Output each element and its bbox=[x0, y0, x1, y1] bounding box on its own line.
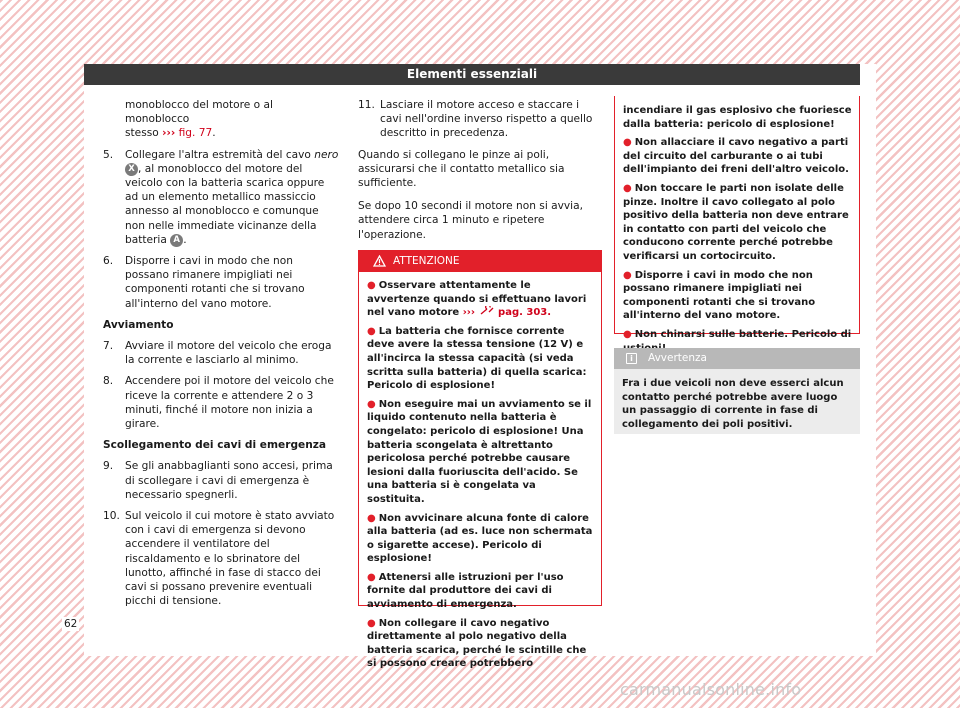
bullet-text: Non eseguire mai un avviamento se il liquido contenuto nella batteria è congelato: pericolo di esplosione! Una batteria scongelata è altrettanto pericolosa perché potrebbe causare lesioni dalla fuoriuscita dell'acido. Se una batteria si è congelata va sostituita. bbox=[367, 398, 592, 505]
page-number: 62 bbox=[64, 618, 78, 630]
step-number: 7. bbox=[103, 340, 114, 353]
step-11 bbox=[358, 98, 602, 141]
step-number: 9. bbox=[103, 460, 114, 473]
reference-arrows-icon: ››› bbox=[162, 127, 176, 140]
callout-a-badge: A bbox=[170, 234, 183, 247]
warning-bullet bbox=[367, 512, 594, 566]
step-number: 6. bbox=[103, 255, 114, 268]
header-title: Elementi essenziali bbox=[406, 67, 538, 81]
warning-bullet bbox=[367, 571, 594, 612]
bullet-dot-icon: ● bbox=[623, 182, 632, 194]
bullet-text: Non avvicinare alcuna fonte di calore alla batteria (ad es. luce non schermata o sigarette accese). Pericolo di esplosione! bbox=[367, 512, 593, 565]
step-text: Lasciare il motore acceso e staccare i cavi nell'ordine inverso rispetto a quello descritto in precedenza. bbox=[380, 99, 593, 140]
warning-triangle-icon bbox=[373, 255, 386, 267]
page-link[interactable]: pag. 303. bbox=[498, 307, 552, 319]
bullet-text: Non toccare le parti non isolate delle pinze. Inoltre il cavo collegato al polo positivo della batteria non deve entrare in contatto con parti del veicolo che conducono corrente perché potrebbe verificarsi un cortocircuito. bbox=[623, 182, 849, 262]
warning-bullet bbox=[623, 269, 852, 323]
page-header bbox=[84, 64, 860, 85]
paragraph-retry: Se dopo 10 secondi il motore non si avvia, attendere circa 1 minuto e ripetere l'operazione. bbox=[358, 200, 583, 241]
warning-body bbox=[359, 272, 601, 671]
step-number: 5. bbox=[103, 148, 114, 161]
section-heading-scollegamento: Scollegamento dei cavi di emergenza bbox=[103, 439, 327, 452]
punct: . bbox=[183, 233, 187, 246]
warning-bullet bbox=[623, 136, 852, 177]
bullet-dot-icon: ● bbox=[623, 328, 632, 340]
warning-bullet bbox=[367, 398, 594, 507]
reference-arrows-icon: ››› bbox=[462, 307, 476, 319]
warning-box-continued bbox=[614, 96, 860, 340]
bullet-dot-icon: ● bbox=[367, 617, 376, 629]
section-heading-avviamento: Avviamento bbox=[103, 318, 174, 331]
bullet-text: Attenersi alle istruzioni per l'uso fornite dal produttore dei cavi di avviamento di emergenza. bbox=[367, 571, 564, 611]
step-text: Collegare l'altra estremità del cavo bbox=[125, 148, 311, 161]
intro-continuation bbox=[103, 98, 340, 141]
step-text-italic: nero bbox=[314, 148, 339, 161]
step-10 bbox=[103, 509, 340, 608]
warning-bullet bbox=[623, 104, 852, 131]
figure-link[interactable]: fig. 77 bbox=[178, 127, 213, 140]
bullet-text: Non chinarsi sulle batterie. Pericolo di bbox=[634, 328, 852, 340]
intro-text-2: stesso bbox=[125, 127, 159, 140]
step-text: Accendere poi il motore del veicolo che riceve la corrente e attendere 2 o 3 minuti, finché il motore non inizia a girare. bbox=[125, 375, 334, 431]
note-header bbox=[614, 348, 860, 369]
step-text: Se gli anabbaglianti sono accesi, prima di scollegare i cavi di emergenza è necessario spegnerli. bbox=[125, 460, 333, 501]
column-middle bbox=[358, 98, 602, 251]
note-body: Fra i due veicoli non deve esserci alcun contatto perché potrebbe avere luogo un passaggio di corrente in fase di collegamento dei poli positivi. bbox=[622, 378, 844, 430]
warning-title: ATTENZIONE bbox=[393, 255, 460, 267]
warning-bullet bbox=[623, 182, 852, 264]
bullet-dot-icon: ● bbox=[367, 325, 376, 337]
step-6 bbox=[103, 254, 340, 311]
bullet-dot-icon: ● bbox=[623, 137, 632, 149]
step-number: 10. bbox=[103, 510, 120, 523]
note-box bbox=[614, 348, 860, 434]
info-icon: i bbox=[626, 353, 637, 364]
warning-bullet bbox=[367, 279, 594, 320]
bullet-text: Osservare attentamente le avvertenze quando si effettuano lavori nel vano motore bbox=[367, 280, 587, 319]
bullet-text: Disporre i cavi in modo che non possano rimanere impigliati nei componenti rotanti che si trovano all'interno del vano motore. bbox=[623, 269, 816, 322]
step-text: Avviare il motore del veicolo che eroga la corrente e lasciarlo al minimo. bbox=[125, 340, 332, 367]
note-title: Avvertenza bbox=[648, 352, 707, 364]
bullet-dot-icon: ● bbox=[367, 571, 376, 583]
wrench-icon bbox=[479, 306, 495, 316]
bullet-text: Non allacciare il cavo negativo a parti del circuito del carburante o ai tubi dell'impianto dei freni dell'altro veicolo. bbox=[623, 137, 849, 176]
bullet-dot-icon: ● bbox=[367, 512, 376, 524]
bullet-dot-icon: ● bbox=[367, 280, 376, 291]
step-7 bbox=[103, 339, 340, 367]
warning-header bbox=[359, 251, 601, 272]
paragraph-contact: Quando si collegano le pinze ai poli, assicurarsi che il contatto metallico sia sufficiente. bbox=[358, 148, 565, 190]
step-text: Disporre i cavi in modo che non possano rimanere impigliati nei componenti rotanti che si trovano all'interno del vano motore. bbox=[125, 255, 305, 310]
step-number: 8. bbox=[103, 375, 114, 388]
intro-text: monoblocco del motore o al monoblocco bbox=[125, 99, 273, 126]
warning-body-continued bbox=[615, 96, 859, 355]
step-text: , al monoblocco del motore del veicolo con la batteria scarica oppure ad un elemento metallico massiccio annesso al monoblocco e comunque non nelle immediate vicinanze della batteria bbox=[125, 162, 325, 246]
bullet-text: La batteria che fornisce corrente deve avere la stessa tensione (12 V) e all'incirca la stessa capacità (si veda scritta sulla batteria) di quella scarica: Pericolo di esplosione! bbox=[367, 325, 587, 392]
bullet-text: incendiare il gas esplosivo che fuoriesce dalla batteria: pericolo di esplosione! bbox=[623, 105, 852, 130]
callout-x-badge: X bbox=[125, 163, 138, 176]
warning-box bbox=[358, 250, 602, 670]
warning-bullet bbox=[367, 325, 594, 393]
step-9 bbox=[103, 459, 340, 502]
bullet-text: Non collegare il cavo negativo direttamente al polo negativo della batteria scarica, perché le scintille che si possono creare potrebbero bbox=[367, 617, 587, 670]
punct: . bbox=[212, 127, 216, 140]
bullet-dot-icon: ● bbox=[367, 398, 376, 410]
step-8 bbox=[103, 374, 340, 431]
watermark-text: carmanualsonline.info bbox=[620, 680, 802, 699]
step-number: 11. bbox=[358, 99, 375, 111]
step-text: Sul veicolo il cui motore è stato avviato con i cavi di emergenza si devono accendere il ventilatore del riscaldamento e lo sbrinatore del lunotto, affinché in fase di stacco dei cavi si possano prevenire eventuali picchi di tensione. bbox=[125, 510, 335, 608]
column-left bbox=[103, 98, 340, 616]
warning-bullet bbox=[367, 617, 594, 671]
step-5 bbox=[103, 148, 340, 247]
bullet-dot-icon: ● bbox=[623, 269, 632, 281]
